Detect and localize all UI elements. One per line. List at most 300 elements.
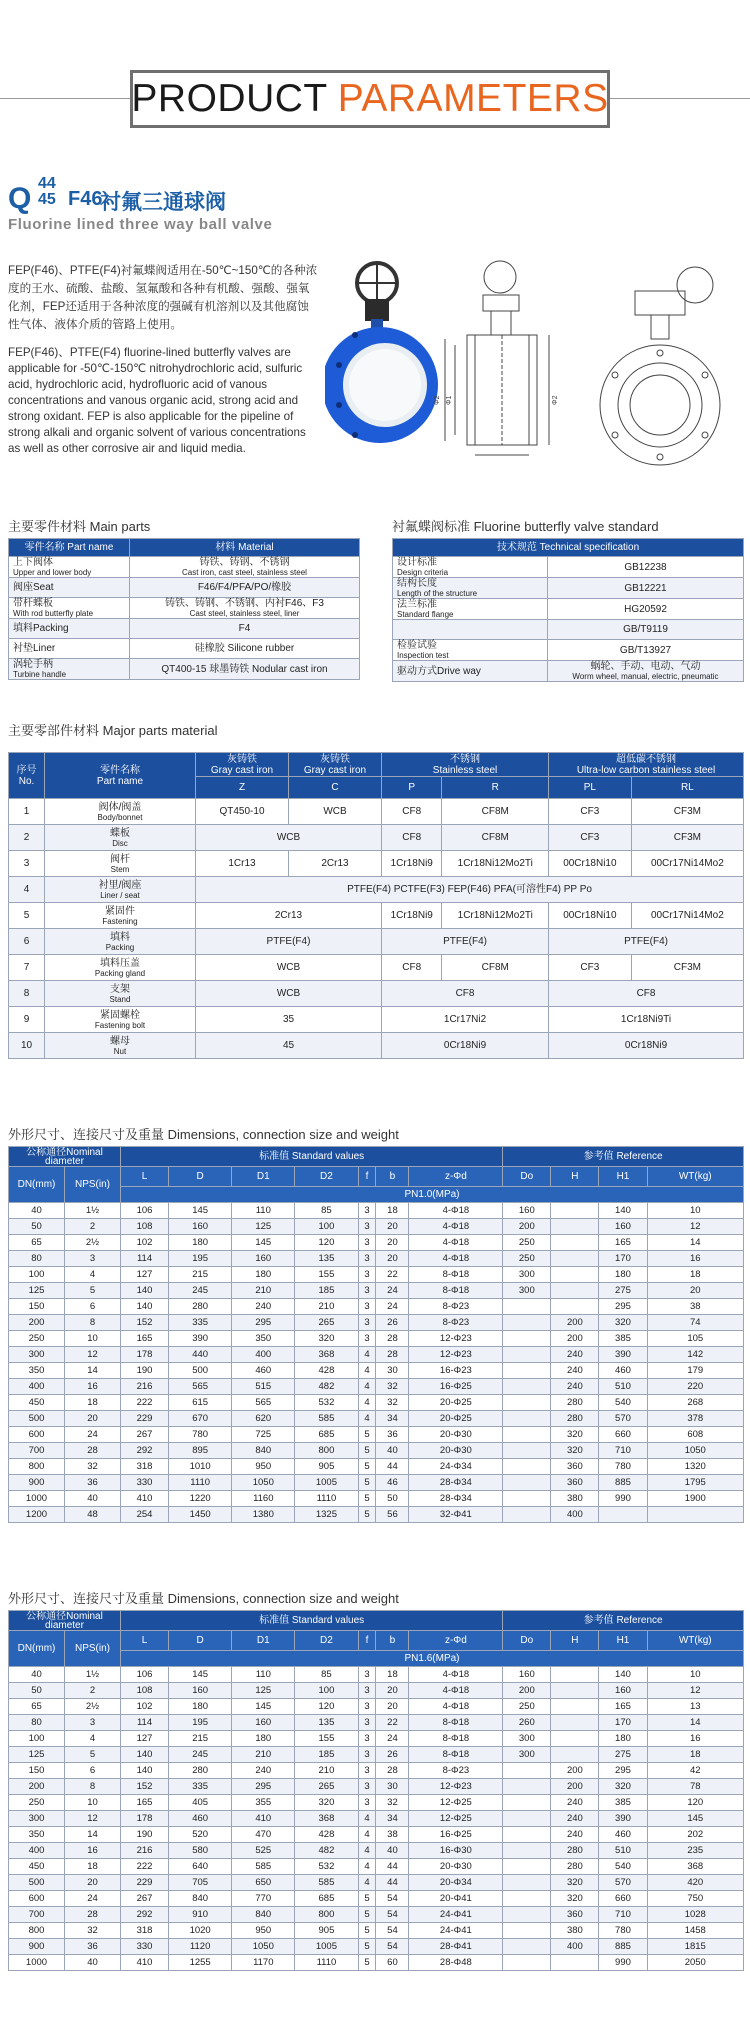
major-material-cell: 00Cr18Ni10	[549, 851, 632, 877]
dims2-dn-head: DN(mm)	[9, 1631, 65, 1667]
dims1-cell: 178	[121, 1347, 169, 1363]
dims1-cell: 300	[9, 1347, 65, 1363]
dims2-pressure: PN1.6(MPa)	[121, 1651, 744, 1667]
major-material-cell: PTFE(F4)	[549, 929, 744, 955]
major-parts-row	[9, 1007, 744, 1033]
dims1-cell: 240	[551, 1379, 599, 1395]
dims1-cell: 140	[121, 1283, 169, 1299]
dims1-cell: 50	[9, 1219, 65, 1235]
standard-table	[392, 538, 744, 682]
major-material-cell: 1Cr18Ni12Mo2Ti	[442, 851, 549, 877]
dims1-cell: 180	[599, 1267, 647, 1283]
major-col-gray2-en: Gray cast iron	[303, 764, 367, 776]
dims2-cell: 1½	[65, 1667, 121, 1683]
major-row-name-cn: 衬里/阀座	[98, 879, 142, 891]
main-part-material-cn: 铸铁、铸钢、不锈钢、内衬F46、F3	[165, 598, 324, 609]
dims1-cell	[503, 1395, 551, 1411]
model-number	[38, 176, 56, 208]
major-material-cell: 2Cr13	[196, 903, 382, 929]
dims2-cell: 300	[9, 1811, 65, 1827]
dims2-cell: 410	[121, 1955, 169, 1971]
standard-item	[393, 599, 548, 620]
dims2-cell: 240	[232, 1763, 295, 1779]
dims2-cell: 245	[169, 1747, 232, 1763]
standard-item	[393, 661, 548, 682]
major-material-cell: 1Cr13	[196, 851, 289, 877]
dims1-cell: 120	[295, 1235, 358, 1251]
dims1-cell: 18	[647, 1267, 743, 1283]
dims1-cell: 170	[599, 1251, 647, 1267]
dims1-cell	[503, 1363, 551, 1379]
major-material-cell: 1Cr18Ni9Ti	[549, 1007, 744, 1033]
major-code-pl: PL	[549, 777, 632, 799]
dims2-cell: 12-Φ25	[409, 1811, 503, 1827]
dims1-cell	[551, 1251, 599, 1267]
dims2-cell: 580	[169, 1843, 232, 1859]
dims2-cell: 520	[169, 1827, 232, 1843]
standard-item-en: Inspection test	[397, 651, 449, 660]
dims1-cell: 16-Φ23	[409, 1363, 503, 1379]
major-row-no: 4	[9, 877, 45, 903]
major-material-cell: CF8M	[442, 955, 549, 981]
dims2-row	[9, 1795, 744, 1811]
dims2-cell: 510	[599, 1843, 647, 1859]
major-material-cell: WCB	[289, 799, 382, 825]
major-row-name	[45, 903, 196, 929]
major-material-cell: CF8	[382, 799, 442, 825]
dims1-cell: 780	[169, 1427, 232, 1443]
dims2-cell: 460	[169, 1811, 232, 1827]
dims2-cell: 368	[647, 1859, 743, 1875]
standard-value-main: 蜗轮、手动、电动、气动	[590, 661, 701, 672]
major-material-cell: 1Cr17Ni2	[382, 1007, 549, 1033]
dims1-cell: 14	[647, 1235, 743, 1251]
dims1-cell: 400	[9, 1379, 65, 1395]
dims1-cell: 4	[358, 1379, 376, 1395]
dims1-cell: 5	[358, 1507, 376, 1523]
dims1-dn-head: DN(mm)	[9, 1167, 65, 1203]
dims1-cell: 12-Φ23	[409, 1347, 503, 1363]
dims2-cell: 420	[647, 1875, 743, 1891]
dims2-cell: 195	[169, 1715, 232, 1731]
major-row-name	[45, 955, 196, 981]
dims2-cell: 32	[65, 1923, 121, 1939]
dims2-cell: 1050	[232, 1939, 295, 1955]
dims2-cell: 34	[376, 1811, 409, 1827]
dims2-cell: 4	[65, 1731, 121, 1747]
dims1-cell: 210	[232, 1283, 295, 1299]
dims2-cell: 905	[295, 1923, 358, 1939]
dims1-cell: 56	[376, 1507, 409, 1523]
dims1-cell: 140	[121, 1299, 169, 1315]
dims2-cell: 525	[232, 1843, 295, 1859]
dims1-row	[9, 1427, 744, 1443]
main-parts-col-name: 零件名称 Part name	[9, 539, 130, 557]
dims1-col-4: f	[358, 1167, 376, 1187]
dims2-cell: 1110	[295, 1955, 358, 1971]
dims2-cell: 14	[65, 1827, 121, 1843]
dims2-cell: 470	[232, 1827, 295, 1843]
dims1-cell: 152	[121, 1315, 169, 1331]
dims2-cell: 3	[358, 1667, 376, 1683]
dims1-cell: 114	[121, 1251, 169, 1267]
dims1-cell: 30	[376, 1363, 409, 1379]
main-parts-col-material: 材料 Material	[130, 539, 360, 557]
standard-value	[548, 661, 744, 682]
dims2-cell: 1120	[169, 1939, 232, 1955]
dims2-cell: 160	[599, 1683, 647, 1699]
dims2-cell: 60	[376, 1955, 409, 1971]
dims1-cell: 1450	[169, 1507, 232, 1523]
major-material-cell: CF3M	[631, 825, 743, 851]
dims1-cell: 200	[551, 1331, 599, 1347]
dims1-row	[9, 1475, 744, 1491]
dims1-cell: 160	[503, 1203, 551, 1219]
dims1-cell	[503, 1379, 551, 1395]
dims2-cell: 240	[551, 1811, 599, 1827]
dims1-cell: 4	[358, 1411, 376, 1427]
dims2-cell: 222	[121, 1859, 169, 1875]
dims1-cell: 240	[551, 1347, 599, 1363]
dims1-cell: 300	[503, 1283, 551, 1299]
dims1-cell: 5	[358, 1491, 376, 1507]
dims1-cell: 12	[647, 1219, 743, 1235]
dims2-cell: 710	[599, 1907, 647, 1923]
dims1-cell: 1220	[169, 1491, 232, 1507]
dims2-cell: 4-Φ18	[409, 1683, 503, 1699]
dims2-cell: 12	[65, 1811, 121, 1827]
major-material-cell: 00Cr18Ni10	[549, 903, 632, 929]
dims2-cell: 265	[295, 1779, 358, 1795]
dims1-cell	[551, 1203, 599, 1219]
dims1-cell: 216	[121, 1379, 169, 1395]
dims1-cell: 4-Φ18	[409, 1251, 503, 1267]
dims1-cell	[503, 1331, 551, 1347]
dims2-cell: 180	[599, 1731, 647, 1747]
dims1-cell: 482	[295, 1379, 358, 1395]
dims1-cell: 40	[376, 1443, 409, 1459]
dims2-cell: 300	[503, 1747, 551, 1763]
dims2-cell: 5	[358, 1939, 376, 1955]
dims1-cell: 108	[121, 1219, 169, 1235]
major-material-cell: 0Cr18Ni9	[549, 1033, 744, 1059]
dims2-cell: 1028	[647, 1907, 743, 1923]
dims1-cell: 615	[169, 1395, 232, 1411]
dims1-cell: 4	[358, 1347, 376, 1363]
dims2-cell: 330	[121, 1939, 169, 1955]
major-material-cell: CF8	[382, 981, 549, 1007]
dims1-cell: 165	[121, 1331, 169, 1347]
standard-row	[393, 578, 744, 599]
major-row-name-cn: 填料	[110, 931, 130, 943]
dims1-standard-head: 标准值 Standard values	[121, 1147, 503, 1167]
dims1-cell: 1050	[647, 1443, 743, 1459]
dims1-cell: 360	[551, 1459, 599, 1475]
dims1-cell: 44	[376, 1459, 409, 1475]
dims2-cell: 482	[295, 1843, 358, 1859]
dims2-row	[9, 1875, 744, 1891]
dims2-row	[9, 1907, 744, 1923]
dims1-cell	[551, 1219, 599, 1235]
dims2-cell: 990	[599, 1955, 647, 1971]
dims2-cell: 13	[647, 1699, 743, 1715]
dims1-col-9: H1	[599, 1167, 647, 1187]
standard-item	[393, 578, 548, 599]
dims1-cell: 390	[599, 1347, 647, 1363]
major-material-cell: CF8	[382, 825, 442, 851]
dims1-row	[9, 1363, 744, 1379]
dims2-cell: 54	[376, 1923, 409, 1939]
major-material-cell: WCB	[196, 981, 382, 1007]
dims2-cell: 210	[232, 1747, 295, 1763]
dims2-cell: 54	[376, 1939, 409, 1955]
dims2-cell: 178	[121, 1811, 169, 1827]
dims1-cell: 8-Φ18	[409, 1267, 503, 1283]
dims1-cell: 1110	[169, 1475, 232, 1491]
major-row-name-cn: 螺母	[110, 1035, 130, 1047]
dims1-cell: 28-Φ34	[409, 1475, 503, 1491]
dims2-cell: 200	[551, 1779, 599, 1795]
main-parts-row	[9, 557, 360, 578]
standard-value	[548, 640, 744, 661]
major-code-z: Z	[196, 777, 289, 799]
dims1-cell: 135	[295, 1251, 358, 1267]
main-part-name	[9, 659, 130, 680]
page-title	[130, 70, 610, 128]
dims2-cell: 460	[599, 1827, 647, 1843]
major-row-name-en: Stand	[109, 994, 131, 1004]
dims2-cell	[551, 1667, 599, 1683]
dims2-cell: 4	[358, 1827, 376, 1843]
dims1-cell: 74	[647, 1315, 743, 1331]
standard-value-main: GB/T9119	[623, 624, 668, 635]
dims1-cell: 20-Φ25	[409, 1411, 503, 1427]
dims2-cell	[503, 1875, 551, 1891]
dims2-cell	[551, 1683, 599, 1699]
dims1-cell: 20	[376, 1219, 409, 1235]
standard-value-en: Worm wheel, manual, electric, pneumatic	[572, 672, 719, 681]
major-row-name	[45, 799, 196, 825]
dims2-col-9: H1	[599, 1631, 647, 1651]
dims1-cell: 500	[169, 1363, 232, 1379]
standard-value	[548, 599, 744, 620]
dims1-row	[9, 1315, 744, 1331]
dims2-cell: 3	[358, 1779, 376, 1795]
dims2-cell: 145	[232, 1699, 295, 1715]
dims1-cell: 20-Φ25	[409, 1395, 503, 1411]
dims2-cell: 38	[376, 1827, 409, 1843]
dims1-cell: 8-Φ18	[409, 1283, 503, 1299]
dims2-row	[9, 1731, 744, 1747]
dims2-cell: 200	[9, 1779, 65, 1795]
major-row-no: 10	[9, 1033, 45, 1059]
main-part-material-cn: F4	[238, 623, 251, 634]
dims2-cell: 155	[295, 1731, 358, 1747]
dims1-cell: 540	[599, 1395, 647, 1411]
dims1-cell	[551, 1299, 599, 1315]
title-word-parameters: PARAMETERS	[337, 77, 609, 120]
dims1-cell: 40	[9, 1203, 65, 1219]
dims1-cell: 460	[232, 1363, 295, 1379]
dims1-cell: 16	[647, 1251, 743, 1267]
dims2-cell	[503, 1939, 551, 1955]
dims2-col-10: WT(kg)	[647, 1631, 743, 1651]
dims1-cell: 240	[232, 1299, 295, 1315]
major-row-no: 5	[9, 903, 45, 929]
dims2-cell: 368	[295, 1811, 358, 1827]
dims2-cell: 102	[121, 1699, 169, 1715]
dims2-row	[9, 1667, 744, 1683]
dims2-cell: 385	[599, 1795, 647, 1811]
dims1-cell: 100	[295, 1219, 358, 1235]
dims2-col-4: f	[358, 1631, 376, 1651]
dims1-col-8: H	[551, 1167, 599, 1187]
dims2-cell: 100	[9, 1731, 65, 1747]
major-col-name-en: Part name	[96, 775, 144, 787]
dims1-cell: 385	[599, 1331, 647, 1347]
major-row-no: 1	[9, 799, 45, 825]
dims2-cell: 32	[376, 1795, 409, 1811]
dims1-cell: 110	[232, 1203, 295, 1219]
dims1-cell: 160	[232, 1251, 295, 1267]
dims1-cell: 8-Φ23	[409, 1299, 503, 1315]
dims1-cell: 3	[358, 1219, 376, 1235]
main-part-name-cn: 带杆蝶板	[13, 598, 53, 609]
dims2-cell: 5	[358, 1891, 376, 1907]
dims1-cell: 368	[295, 1347, 358, 1363]
major-parts-row	[9, 877, 744, 903]
major-material-cell: 2Cr13	[289, 851, 382, 877]
dims2-cell: 240	[551, 1795, 599, 1811]
dims2-cell: 570	[599, 1875, 647, 1891]
dims2-cell	[551, 1731, 599, 1747]
main-part-material	[130, 598, 360, 619]
dims1-cell: 268	[647, 1395, 743, 1411]
dims1-cell: 28	[376, 1347, 409, 1363]
major-row-name-en: Stem	[110, 864, 130, 874]
dims2-cell: 585	[232, 1859, 295, 1875]
major-material-cell: WCB	[196, 955, 382, 981]
dims2-col-header	[9, 1631, 744, 1651]
dims2-cell: 1170	[232, 1955, 295, 1971]
dims2-cell: 355	[232, 1795, 295, 1811]
dims2-cell: 24	[65, 1891, 121, 1907]
dims2-row	[9, 1779, 744, 1795]
main-part-material-cn: 铸铁、铸钢、不锈钢	[199, 557, 290, 568]
standard-item	[393, 640, 548, 661]
main-part-name-en: Upper and lower body	[13, 568, 92, 577]
dims1-cell: 180	[169, 1235, 232, 1251]
dims1-cell: 24	[376, 1299, 409, 1315]
dims2-cell: 85	[295, 1667, 358, 1683]
dims1-cell	[503, 1427, 551, 1443]
dims1-cell: 320	[551, 1443, 599, 1459]
dims2-cell: 18	[647, 1747, 743, 1763]
major-row-name-cn: 阀体/阀盖	[98, 801, 142, 813]
dims2-cell: 650	[232, 1875, 295, 1891]
dims2-col-8: H	[551, 1631, 599, 1651]
dims1-cell: 24-Φ34	[409, 1459, 503, 1475]
dims1-cell: 40	[65, 1491, 121, 1507]
main-part-name	[9, 578, 130, 598]
dims2-cell: 18	[376, 1667, 409, 1683]
dims1-cell: 1050	[232, 1475, 295, 1491]
dims1-cell: 585	[295, 1411, 358, 1427]
major-col-ultralow-cn: 超低碳不锈钢	[616, 753, 677, 765]
dim-label-3: Φ2	[552, 395, 559, 405]
dims2-cell: 770	[232, 1891, 295, 1907]
dims2-row	[9, 1683, 744, 1699]
dims1-cell: 245	[169, 1283, 232, 1299]
dims2-cell: 1000	[9, 1955, 65, 1971]
main-parts-row	[9, 578, 360, 598]
dims1-cell: 16-Φ25	[409, 1379, 503, 1395]
dims1-cell: 275	[599, 1283, 647, 1299]
major-material-cell: CF3	[549, 955, 632, 981]
major-row-name	[45, 825, 196, 851]
dims2-col-0: L	[121, 1631, 169, 1651]
dims2-row	[9, 1763, 744, 1779]
dims1-cell: 160	[599, 1219, 647, 1235]
dims1-cell: 100	[9, 1267, 65, 1283]
major-material-cell: CF3	[549, 825, 632, 851]
main-parts-row	[9, 639, 360, 659]
major-col-gray2	[289, 753, 382, 777]
standard-item	[393, 620, 548, 640]
dims1-cell: 350	[232, 1331, 295, 1347]
dims2-cell: 10	[647, 1667, 743, 1683]
dims1-cell: 20-Φ30	[409, 1443, 503, 1459]
dims2-cell: 108	[121, 1683, 169, 1699]
dims2-cell: 428	[295, 1827, 358, 1843]
dims2-cell: 10	[65, 1795, 121, 1811]
dims2-cell: 3	[358, 1699, 376, 1715]
major-material-cell: PTFE(F4)	[382, 929, 549, 955]
dims2-cell: 160	[503, 1667, 551, 1683]
main-parts-row	[9, 598, 360, 619]
valve-photo	[325, 263, 438, 443]
major-row-name-en: Nut	[113, 1046, 127, 1056]
dims2-cell: 4	[358, 1859, 376, 1875]
dims2-cell: 640	[169, 1859, 232, 1875]
main-part-material-cn: F46/F4/PFA/PO/橡胶	[197, 582, 292, 593]
dims1-cell: 950	[232, 1459, 295, 1475]
dims1-cell: 895	[169, 1443, 232, 1459]
dims1-cell: 4-Φ18	[409, 1235, 503, 1251]
major-col-gray1	[196, 753, 289, 777]
dims1-cell: 280	[551, 1395, 599, 1411]
dims2-standard-head: 标准值 Standard values	[121, 1611, 503, 1631]
standard-item-en: Length of the structure	[397, 589, 478, 598]
dims1-cell: 265	[295, 1315, 358, 1331]
major-material-cell: PTFE(F4)	[196, 929, 382, 955]
model-heading	[8, 176, 338, 216]
dims2-cell: 145	[169, 1667, 232, 1683]
dims1-cell: 8	[65, 1315, 121, 1331]
dims1-cell: 5	[358, 1427, 376, 1443]
main-part-material-cn: QT400-15 球墨铸铁 Nodular cast iron	[161, 663, 328, 675]
dims1-cell: 179	[647, 1363, 743, 1379]
dims2-cell: 140	[599, 1667, 647, 1683]
dims2-cell: 14	[647, 1715, 743, 1731]
dims2-cell: 16-Φ30	[409, 1843, 503, 1859]
major-row-no: 7	[9, 955, 45, 981]
dims1-row	[9, 1347, 744, 1363]
major-row-name-cn: 阀杆	[110, 853, 130, 865]
product-subtitle: Fluorine lined three way ball valve	[8, 216, 273, 233]
dims2-cell: 900	[9, 1939, 65, 1955]
standard-value-main: GB/T13927	[619, 644, 672, 656]
